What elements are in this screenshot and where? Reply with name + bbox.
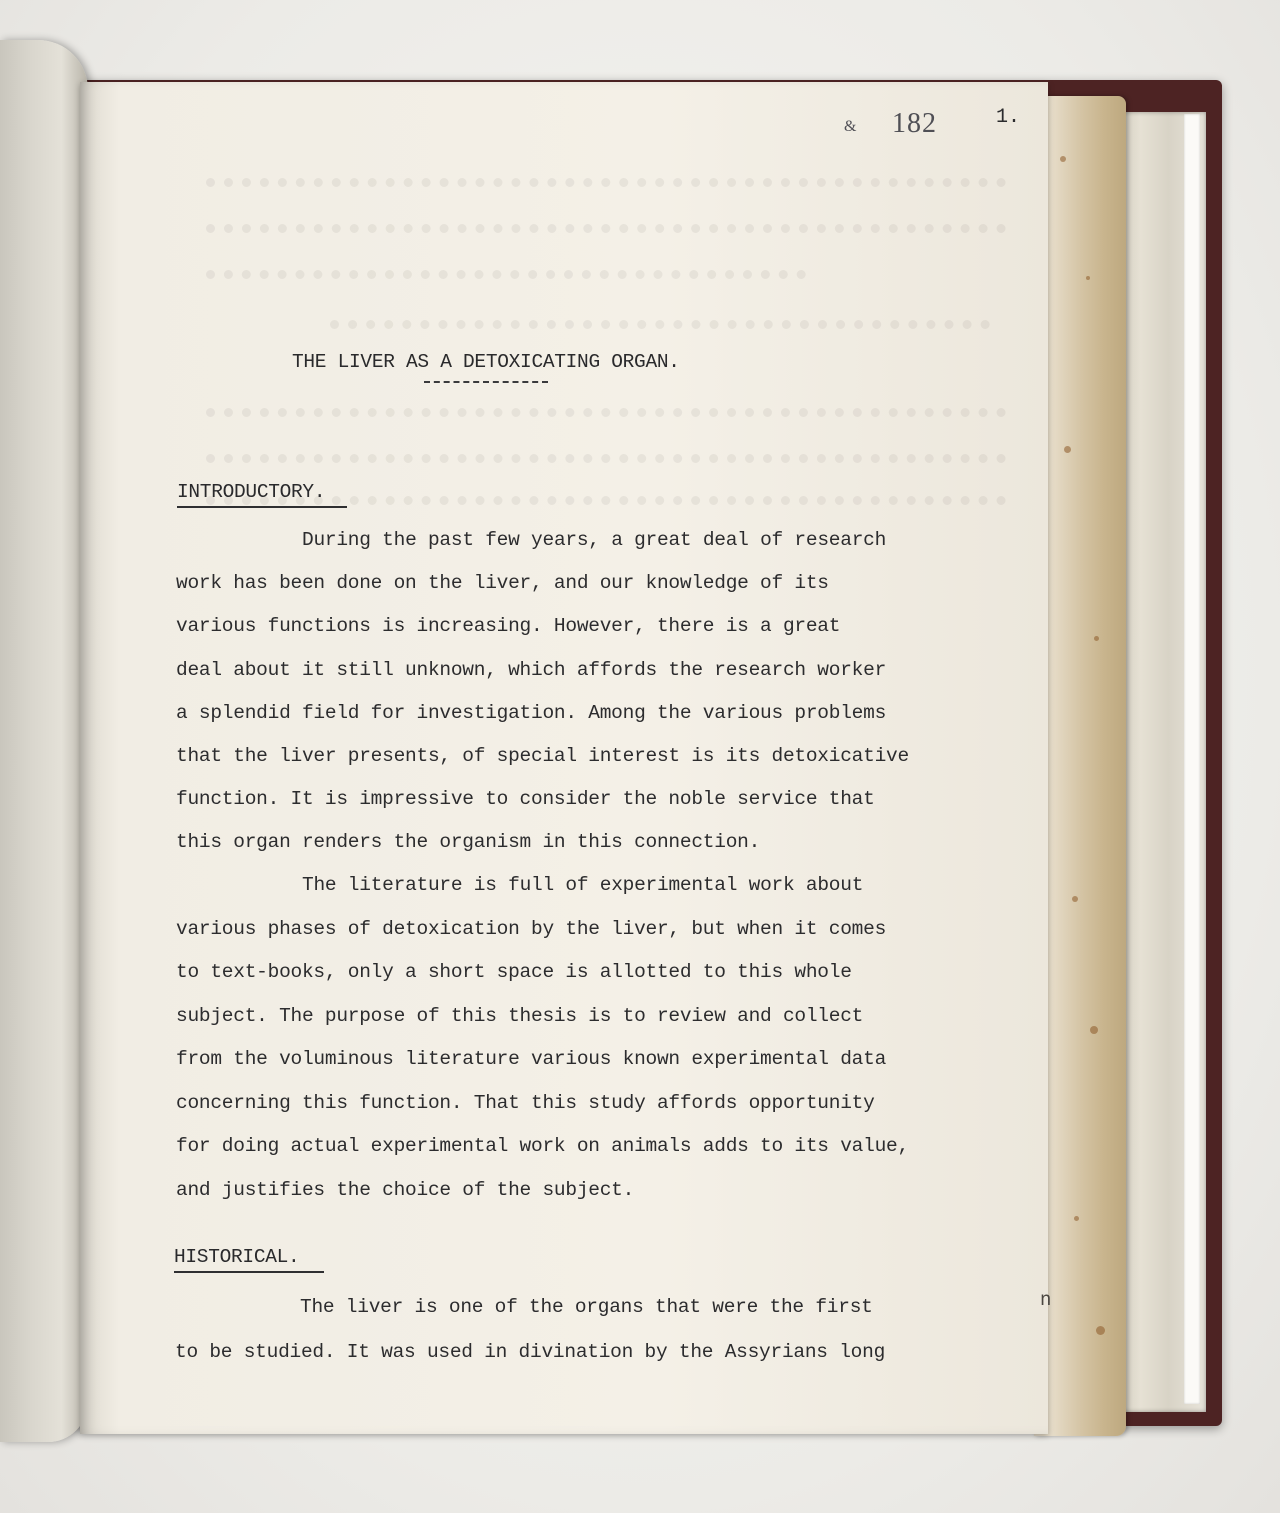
body-line: subject. The purpose of this thesis is to review and collect: [176, 1005, 864, 1027]
body-line: to text-books, only a short space is allotted to this whole: [176, 961, 852, 983]
body-line: function. It is impressive to consider the noble service that: [176, 788, 875, 810]
left-page-curl: [0, 40, 88, 1442]
section-heading-historical: HISTORICAL.: [174, 1246, 300, 1268]
body-line: concerning this function. That this study affords opportunity: [176, 1092, 875, 1114]
heading-underline-historical: [174, 1271, 324, 1273]
body-line: to be studied. It was used in divination by the Assyrians long: [175, 1341, 886, 1363]
body-line: work has been done on the liver, and our knowledge of its: [176, 572, 829, 594]
body-line: deal about it still unknown, which affords the research worker: [176, 659, 887, 681]
margin-mark: n: [1040, 1289, 1052, 1311]
body-line: various phases of detoxication by the liver, but when it comes: [176, 918, 887, 940]
body-line: for doing actual experimental work on animals adds to its value,: [176, 1135, 909, 1157]
body-line: that the liver presents, of special interest is its detoxicative: [176, 745, 909, 767]
body-line: The liver is one of the organs that were the first: [300, 1296, 873, 1318]
archive-mark: &: [844, 118, 857, 135]
title-dashed-underline: [424, 381, 548, 383]
body-line: The literature is full of experimental work about: [302, 874, 864, 896]
typewritten-page: [80, 82, 1048, 1434]
heading-underline-introductory: [177, 506, 347, 508]
section-heading-introductory: INTRODUCTORY.: [177, 481, 326, 503]
body-line: During the past few years, a great deal of research: [302, 529, 887, 551]
body-line: and justifies the choice of the subject.: [176, 1179, 635, 1201]
document-title: THE LIVER AS A DETOXICATING ORGAN.: [292, 351, 680, 373]
archive-number: 182: [892, 108, 937, 139]
body-line: a splendid field for investigation. Among the various problems: [176, 702, 887, 724]
body-line: various functions is increasing. However, there is a great: [176, 615, 841, 637]
body-line: this organ renders the organism in this connection.: [176, 831, 761, 853]
page-number: 1.: [996, 106, 1021, 129]
body-line: from the voluminous literature various known experimental data: [176, 1048, 887, 1070]
page-block-white-edge: [1184, 114, 1200, 1404]
